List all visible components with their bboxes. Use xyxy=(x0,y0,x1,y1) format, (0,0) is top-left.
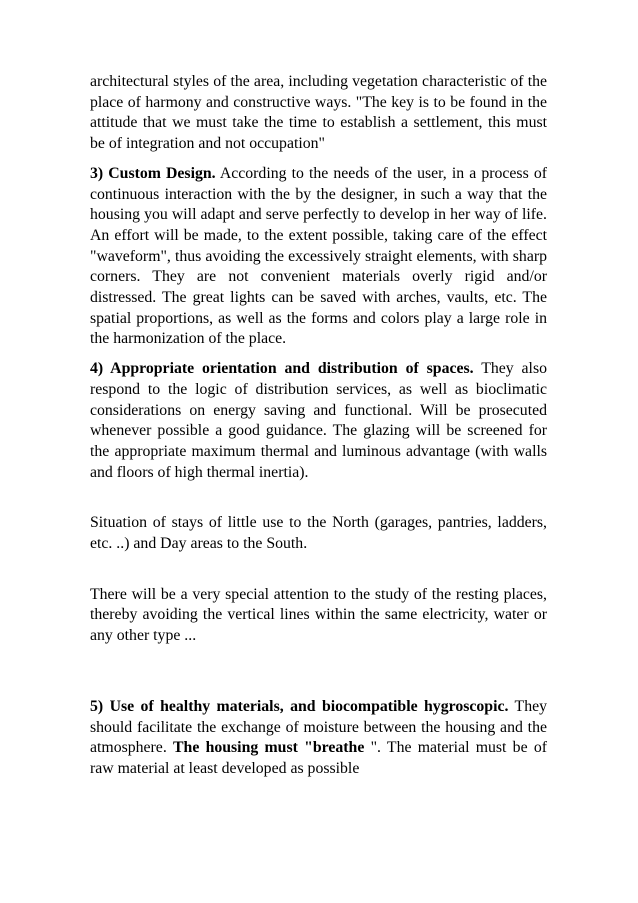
emphasis-housing-breathe: The housing must "breathe xyxy=(173,739,365,757)
paragraph-orientation-distribution xyxy=(90,359,547,483)
paragraph-text: According to the needs of the user, in a process of continuous interaction with the by the designer, in such a way that the housing you will adapt and serve perfectly to develop in her way of life. An effort will be made, to the extent possible, taking care of the effect "waveform", thus avoiding the excessively straight elements, with sharp corners. They are not convenient materials overly rigid and/or distressed. The great lights can be saved with arches, vaults, etc. The spatial proportions, as well as the forms and colors play a large role in the harmonization of the place. xyxy=(90,164,547,348)
paragraph-custom-design xyxy=(90,164,547,350)
paragraph-healthy-materials xyxy=(90,697,547,780)
paragraph-resting-places xyxy=(90,585,547,647)
paragraph-architectural-styles xyxy=(90,72,547,155)
document-page xyxy=(90,72,547,780)
section-heading-custom-design: 3) Custom Design. xyxy=(90,164,216,182)
paragraph-text: ". The material must be of raw material at least developed as possible xyxy=(90,739,547,777)
paragraph-text: They should facilitate the exchange of moisture between the housing and the atmosphere. xyxy=(90,697,548,757)
paragraph-text: Situation of stays of little use to the North (garages, pantries, ladders, etc. ..) and Day areas to the South. xyxy=(90,514,547,553)
section-heading-orientation: 4) Appropriate orientation and distribution of spaces. xyxy=(90,360,474,378)
section-heading-healthy-materials: 5) Use of healthy materials, and biocompatible hygroscopic. xyxy=(90,697,509,715)
paragraph-situation-of-stays xyxy=(90,513,547,554)
paragraph-text: architectural styles of the area, including vegetation characteristic of the place of harmony and constructive ways. "The key is to be found in the attitude that we must take the time to establish a settlement, this must be of integration and not occupation" xyxy=(90,73,547,153)
paragraph-text: They also respond to the logic of distribution services, as well as bioclimatic considerations on energy saving and functional. Will be prosecuted whenever possible a good guidance. The glazing will be screened for the appropriate maximum thermal and luminous advantage (with walls and floors of high thermal inertia). xyxy=(90,360,547,481)
paragraph-text: There will be a very special attention to the study of the resting places, thereby avoiding the vertical lines within the same electricity, water or any other type ... xyxy=(90,585,547,645)
